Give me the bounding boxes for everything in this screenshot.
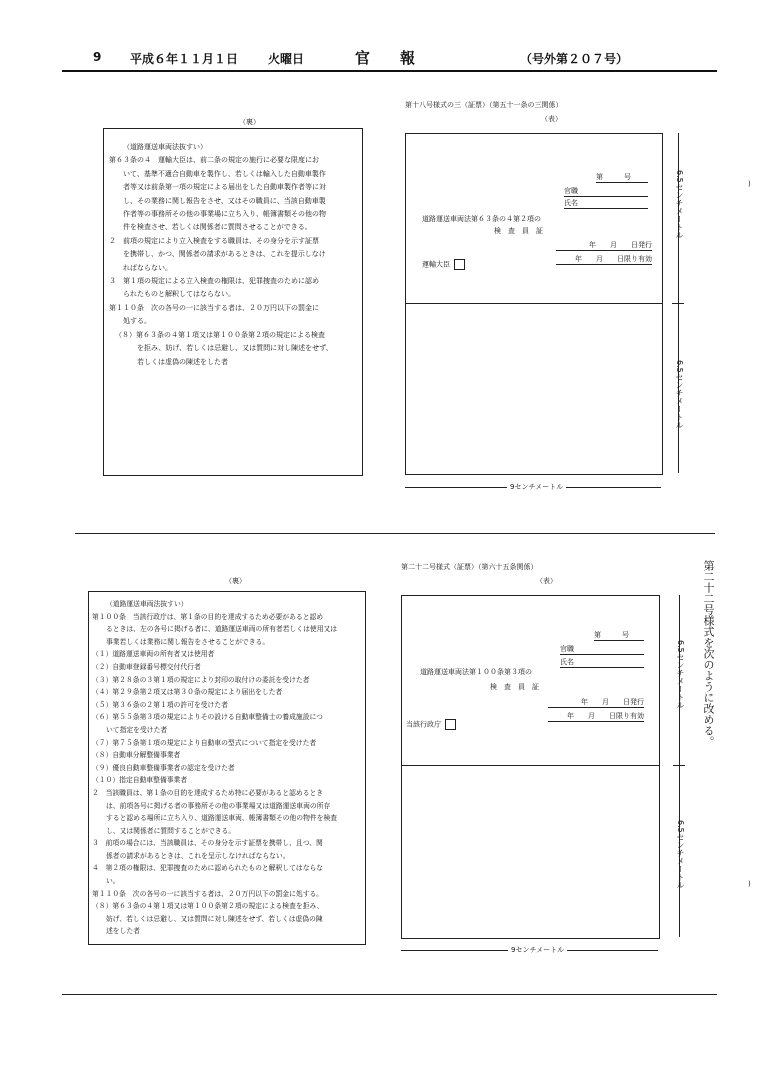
law-line: ればならない。 bbox=[123, 263, 172, 272]
form18-dim-width: 9センチメートル bbox=[507, 482, 566, 492]
law-line: （道路運送車両法抜すい） bbox=[106, 600, 188, 608]
card-number: 第 号 bbox=[596, 172, 648, 183]
card-cert: 検 査 員 証 bbox=[490, 683, 539, 691]
law-line: 件を検査させ、若しくは関係者に質問させることができる。 bbox=[123, 223, 312, 232]
form22-front-upper bbox=[401, 595, 660, 766]
law-line: いて指定を受けた者 bbox=[106, 725, 168, 734]
card-number: 第 号 bbox=[594, 630, 644, 641]
header-rule bbox=[62, 70, 717, 72]
law-line: は、前項各号に掲げる者の事務所その他の事業場又は道路運送車両の所存 bbox=[106, 801, 331, 810]
law-line: 係者の請求があるときは、これを呈示しなければならない。 bbox=[106, 851, 290, 860]
card-name: 氏名 bbox=[564, 198, 648, 209]
card-cert: 検 査 員 証 bbox=[494, 227, 543, 235]
form18-front-lower bbox=[405, 303, 663, 475]
law-line: （５）第３６条の２第１項の許可を受けた者 bbox=[92, 700, 228, 709]
law-line: （３）第２８条の３第１項の規定により封印の取付けの委託を受けた者 bbox=[92, 675, 310, 684]
law-line: ４ 第２項の権限は、犯罪捜査のために認められたものと解釈してはならな bbox=[92, 864, 324, 873]
law-line: いて、基準不適合自動車を製作し、若しくは輸入した自動車製作 bbox=[123, 169, 326, 178]
section-divider bbox=[75, 533, 715, 534]
card-valid: 年 月 日限り有効 bbox=[556, 254, 652, 265]
law-line: 事業若しくは業務に関し報告をさせることができる。 bbox=[106, 637, 270, 646]
law-line: し、又は関係者に質問することができる。 bbox=[106, 826, 236, 835]
form22-back-box bbox=[88, 591, 366, 945]
form18-dim-top: 6.5センチメートル bbox=[675, 170, 684, 239]
form22-front-label: （表） bbox=[536, 577, 557, 585]
law-line: （２）自動車登録番号標交付代行者 bbox=[92, 662, 201, 671]
law-line: ３ 前項の場合には、当該職員は、その身分を示す証票を携帯し、且つ、関 bbox=[92, 839, 323, 848]
form18-front-label: （表） bbox=[541, 115, 562, 123]
card-issuer: 当該行政庁 bbox=[406, 719, 456, 730]
law-line: い。 bbox=[106, 877, 120, 886]
seal-icon bbox=[445, 719, 456, 730]
form22-back-label: （裏） bbox=[225, 577, 246, 585]
card-valid: 年 月 日限り有効 bbox=[548, 711, 644, 722]
law-line: 第１１０条 次の各号の一に該当する者は、２０万円以下の罰金に処する。 bbox=[92, 889, 324, 898]
form22-dim-bottom: 6.5センチメートル bbox=[676, 820, 685, 889]
card-law: 道路運送車両法第１００条第３項の bbox=[420, 668, 532, 676]
issue-date: 平成６年１１月１日 bbox=[130, 52, 239, 66]
form22-dimension-tick bbox=[673, 765, 685, 766]
footer-rule bbox=[62, 994, 717, 995]
law-line: （道路運送車両法抜すい） bbox=[123, 143, 207, 151]
form22-caption: 第二十二号様式（証票）（第六十五条関係） bbox=[401, 563, 538, 571]
issue-weekday: 火曜日 bbox=[268, 52, 305, 66]
form22-dim-width: 9センチメートル bbox=[508, 945, 567, 955]
law-line: 述をした者 bbox=[106, 927, 140, 936]
law-line: （９）優良自動車整備事業者の認定を受けた者 bbox=[92, 763, 235, 772]
law-line: 若しくは虚偽の陳述をした者 bbox=[137, 357, 228, 366]
law-line: すると認める場所に立ち入り、道路運送車両、帳簿書類その他の物件を検査 bbox=[106, 814, 338, 823]
margin-mark: ) bbox=[748, 880, 751, 888]
law-line: 第６３条の４ 運輸大臣は、前二条の規定の施行に必要な限度にお bbox=[109, 156, 319, 165]
margin-mark: ) bbox=[748, 180, 751, 188]
law-line: ２ 前項の規定により立入検査をする職員は、その身分を示す証票 bbox=[109, 236, 319, 245]
form18-front-upper bbox=[405, 133, 663, 304]
form18-caption: 第十八号様式の三（証票）（第五十一条の三関係） bbox=[405, 101, 563, 109]
law-line: （８）自動車分解整備事業者 bbox=[92, 751, 181, 760]
law-line: （６）第５５条第３項の規定によりその設ける自動車整備士の養成施設につ bbox=[92, 713, 323, 722]
law-line: （１）道路運送車両の所有者又は使用者 bbox=[92, 650, 215, 659]
law-line: （７）第７５条第１項の規定により自動車の型式について指定を受けた者 bbox=[92, 738, 317, 747]
card-issued: 年 月 日発行 bbox=[556, 240, 652, 251]
law-line: 第１１０条 次の各号の一に該当する者は、２０万円以下の罰金に bbox=[109, 303, 319, 312]
form18-back-text bbox=[109, 141, 333, 369]
amendment-note: 第二十二号様式を次のように改める。 bbox=[702, 560, 715, 747]
card-name: 氏名 bbox=[560, 657, 644, 668]
law-line: （８）第６３条の４第１項又は第１００条第２項の規定による検査 bbox=[115, 330, 325, 339]
form18-dimension-tick bbox=[672, 303, 684, 304]
card-law: 道路運送車両法第６３条の４第２項の bbox=[422, 215, 541, 223]
law-line: られたものと解釈してはならない。 bbox=[123, 290, 235, 299]
law-line: を拒み、妨げ、若しくは忌避し、又は質問に対し陳述をせず、 bbox=[137, 344, 333, 353]
law-line: 第１００条 当該行政庁は、第１条の目的を達成するため必要があると認め bbox=[92, 612, 324, 621]
form18-dim-bottom: 6.5センチメートル bbox=[675, 360, 684, 429]
card-post: 官職 bbox=[564, 186, 648, 197]
issue-number: （号外第２０７号） bbox=[520, 52, 629, 66]
law-line: 妨げ、若しくは忌避し、又は質問に対し陳述をせず、若しくは虚偽の陳 bbox=[106, 914, 323, 923]
law-line: ２ 当該職員は、第１条の目的を達成するため特に必要があると認めるとき bbox=[92, 788, 324, 797]
card-issued: 年 月 日発行 bbox=[548, 697, 644, 708]
law-line: （４）第２９条第２項又は第３０条の規定により届出をした者 bbox=[92, 688, 283, 697]
seal-icon bbox=[454, 259, 465, 270]
form18-back-box bbox=[103, 128, 363, 476]
law-line: （８）第６３条の４第１項又は第１００条第２項の規定による検査を拒み、 bbox=[92, 902, 324, 911]
card-issuer: 運輸大臣 bbox=[422, 259, 465, 270]
form22-dim-top: 6.5センチメートル bbox=[676, 640, 685, 709]
law-line: 者等又は前条第一項の規定による届出をした自動車製作者等に対 bbox=[123, 183, 326, 192]
law-line: 処する。 bbox=[123, 317, 151, 326]
law-line: るときは、左の各号に掲げる者に、道路運送車両の所有者若しくは使用又は bbox=[106, 625, 338, 634]
form18-back-label: （裏） bbox=[239, 118, 260, 126]
page-number: 9 bbox=[93, 50, 102, 64]
form22-back-text bbox=[92, 598, 337, 938]
law-line: 作者等の事務所その他の事業場に立ち入り、帳簿書類その他の物 bbox=[123, 210, 326, 219]
law-line: を携帯し、かつ、関係者の請求があるときは、これを提示しなけ bbox=[123, 250, 326, 259]
law-line: ３ 第１項の規定による立入検査の権限は、犯罪捜査のために認め bbox=[109, 277, 319, 286]
law-line: し、その業務に関し報告をさせ、又はその職員に、当該自動車製 bbox=[123, 196, 326, 205]
gazette-title: 官 報 bbox=[355, 49, 416, 67]
form22-front-lower bbox=[401, 765, 660, 939]
card-post: 官職 bbox=[560, 644, 644, 655]
law-line: （１０）指定自動車整備事業者 bbox=[92, 776, 188, 785]
